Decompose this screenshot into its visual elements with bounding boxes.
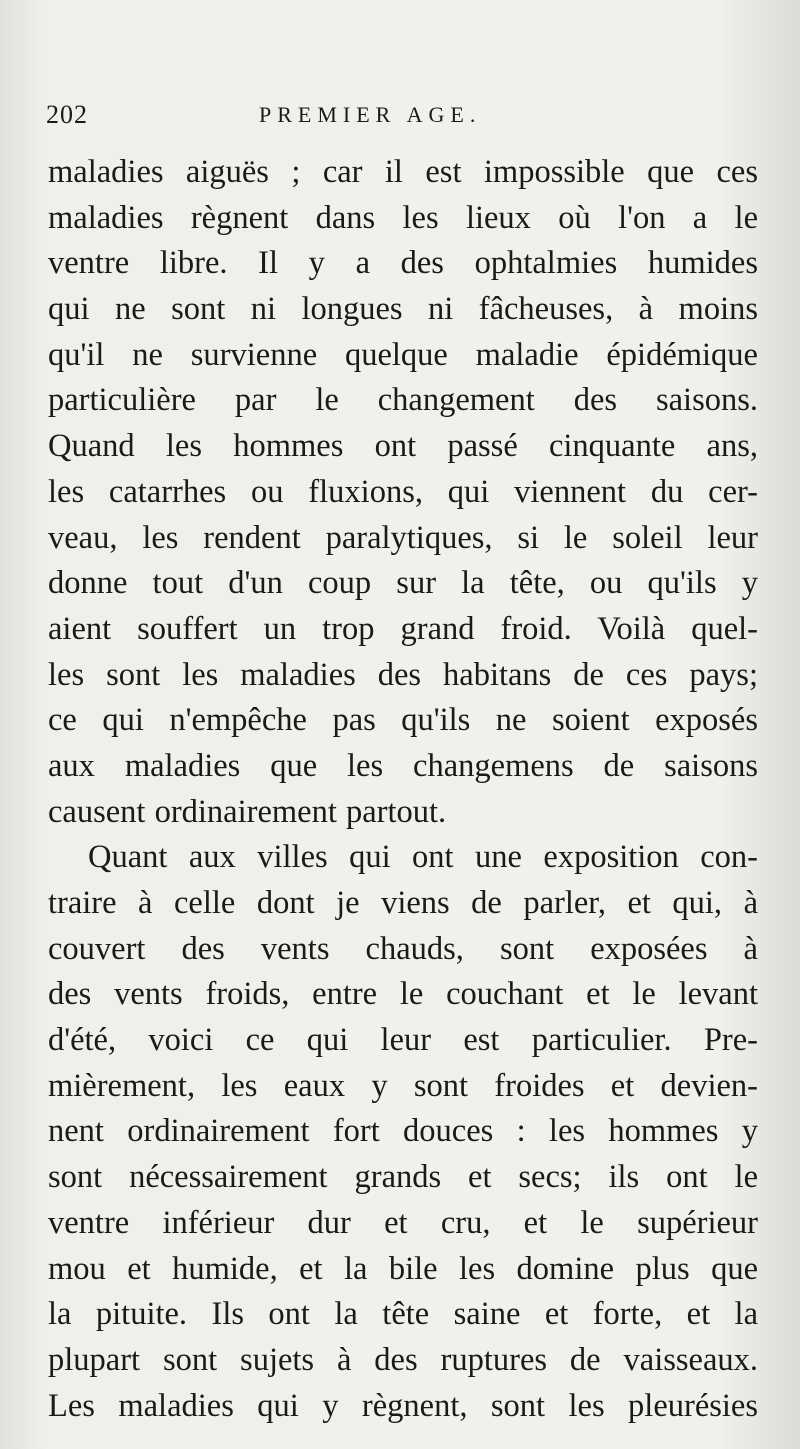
- text-line: couvert des vents chauds, sont exposées à: [48, 930, 758, 967]
- text-line: veau, les rendent paralytiques, si le soleil leur: [48, 519, 758, 556]
- body-text: [48, 150, 758, 1429]
- text-line: les catarrhes ou fluxions, qui viennent du cer-: [48, 473, 758, 510]
- text-line: maladies règnent dans les lieux où l'on a le: [48, 199, 758, 236]
- text-line: plupart sont sujets à des ruptures de vaisseaux.: [48, 1341, 758, 1378]
- text-line: d'été, voici ce qui leur est particulier. Pre-: [48, 1022, 758, 1059]
- text-line: mou et humide, et la bile les domine plus que: [48, 1250, 758, 1287]
- page-number: 202: [46, 100, 88, 129]
- text-line: maladies aiguës ; car il est impossible que ces: [48, 154, 758, 190]
- text-line: donne tout d'un coup sur la tête, ou qu'ils y: [48, 565, 758, 602]
- text-line: ventre libre. Il y a des ophtalmies humides: [48, 245, 758, 282]
- paragraph-1: [48, 150, 758, 835]
- running-head: PREMIER AGE.: [259, 102, 482, 127]
- text-line: traire à celle dont je viens de parler, et qui, à: [48, 885, 758, 921]
- text-line: la pituite. Ils ont la tête saine et forte, et la: [48, 1296, 758, 1333]
- text-line: qu'il ne survienne quelque maladie épidémique: [48, 336, 758, 373]
- text-line: particulière par le changement des saisons.: [48, 382, 758, 419]
- text-line: des vents froids, entre le couchant et le levant: [48, 976, 758, 1013]
- text-line: ce qui n'empêche pas qu'ils ne soient exposés: [48, 702, 758, 739]
- text-line: les sont les maladies des habitans de ces pays;: [48, 656, 758, 693]
- text-line: sont nécessairement grands et secs; ils ont le: [48, 1159, 758, 1196]
- text-line: aient souffert un trop grand froid. Voilà quel-: [48, 610, 758, 647]
- text-line: nent ordinairement fort douces : les hommes y: [48, 1113, 758, 1150]
- text-line: mièrement, les eaux y sont froides et devien-: [48, 1067, 758, 1104]
- text-line: Les maladies qui y règnent, sont les pleurésies: [48, 1387, 758, 1424]
- page-header: [46, 100, 766, 140]
- text-line: qui ne sont ni longues ni fâcheuses, à moins: [48, 291, 758, 328]
- text-line: ventre inférieur dur et cru, et le supérieur: [48, 1204, 758, 1241]
- text-line: aux maladies que les changemens de saisons: [48, 747, 758, 784]
- text-line: causent ordinairement partout.: [48, 793, 447, 830]
- text-line: Quant aux villes qui ont une exposition con-: [88, 839, 758, 876]
- paragraph-2: [48, 835, 758, 1429]
- text-line: Quand les hommes ont passé cinquante ans,: [48, 428, 758, 465]
